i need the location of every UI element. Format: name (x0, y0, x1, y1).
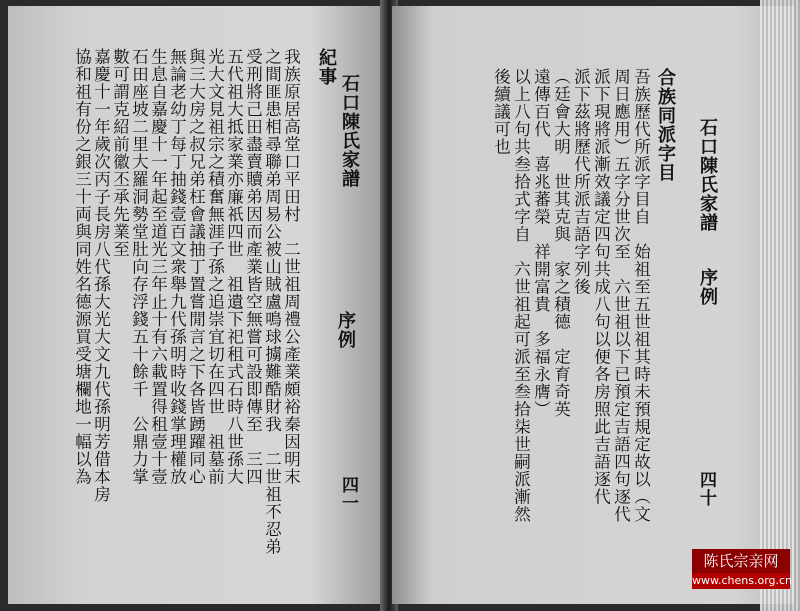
left-text-line-8: 生息自嘉慶十一年起至道光三年止十有六載置得租壹十壹 (148, 48, 168, 486)
left-text-line-3: 受刑將己田盡賣贖弟因而產業皆空無嘗可設即傳至 三四 (243, 48, 263, 486)
right-text-line-7: 遠傳百代 喜兆蕃榮 祥開富貴 多福永膺） (531, 68, 551, 418)
left-page-number: 四一 (338, 476, 358, 512)
page-edges (760, 0, 800, 611)
left-text-line-9: 石田座坡二里大羅洞勢堂肚向存浮錢五十餘千 公鼎力掌 (129, 48, 149, 486)
left-text-line-12: 協和祖有份之銀三十両與同姓名德源買受塘欄地一幅以為 (72, 48, 92, 486)
right-text-line-8: 以上八句共叁拾式字自 六世祖起可派至叁拾柒世嗣派漸然 (511, 68, 531, 523)
right-text-line-5: 派下茲將歷代所派吉語字列後 (571, 68, 591, 296)
left-text-line-2: 之間匪患相尋聯弟周易公被山賊盧鳴球擄難酷財我 二世祖不忍弟 (262, 48, 282, 556)
right-page-section: 序例 (697, 268, 718, 306)
left-page (8, 6, 386, 604)
right-text-line-4: 派下現將派漸效議定四句共成八句以便各房照此吉語逐代 (591, 68, 611, 506)
watermark-title: 陈氏宗亲网 (692, 549, 790, 573)
right-page (392, 6, 794, 604)
watermark-url: www.chens.org.cn (692, 574, 793, 587)
left-text-line-1: 我族原居高堂口平田村 二世祖周禮公產業頗裕秦因明末 (281, 48, 301, 486)
right-text-line-6: （廷會大明 世其克與 家之積德 定育奇英 (551, 68, 571, 418)
watermark (692, 549, 793, 589)
left-text-line-10: 數可謂克紹前徽丕承先業至 (110, 48, 130, 258)
left-page-section: 序例 (335, 311, 356, 349)
right-text-line-9: 後續議可也 (491, 68, 511, 156)
left-page-title: 石口陳氏家譜 (339, 74, 360, 188)
left-page-header: 紀事 (316, 48, 337, 86)
right-text-line-2: 吾族歷代所派字目自 始祖至五世祖其時未預規定故以（文 (631, 68, 651, 523)
right-text-heading: 合族同派字目 (655, 68, 676, 182)
left-text-line-7: 無論老幼丁每丁抽錢壹百文衆舉九代孫明時收錢掌理權放 (167, 48, 187, 486)
right-page-number: 四十 (696, 471, 716, 507)
left-text-line-6: 與三大房之叔兄弟枉會議抽丁置嘗閒言之下各皆踴躍同心 (186, 48, 206, 486)
left-text-line-5: 光大文見祖宗之積奮無涯子孫之追崇宜切在四世 祖墓前 (205, 48, 225, 486)
left-text-line-4: 五代祖大抵家業亦廉祇四世 祖遺下祀租式石時八世孫大 (224, 48, 244, 486)
right-text-line-3: 周日應用）五字分世次至 六世祖以下已預定吉語四句逐代 (611, 68, 631, 523)
left-text-line-11: 嘉慶十一年歲次丙子長房八代孫大光大文九代孫明芳借本房 (91, 48, 111, 503)
right-page-title: 石口陳氏家譜 (697, 118, 718, 232)
